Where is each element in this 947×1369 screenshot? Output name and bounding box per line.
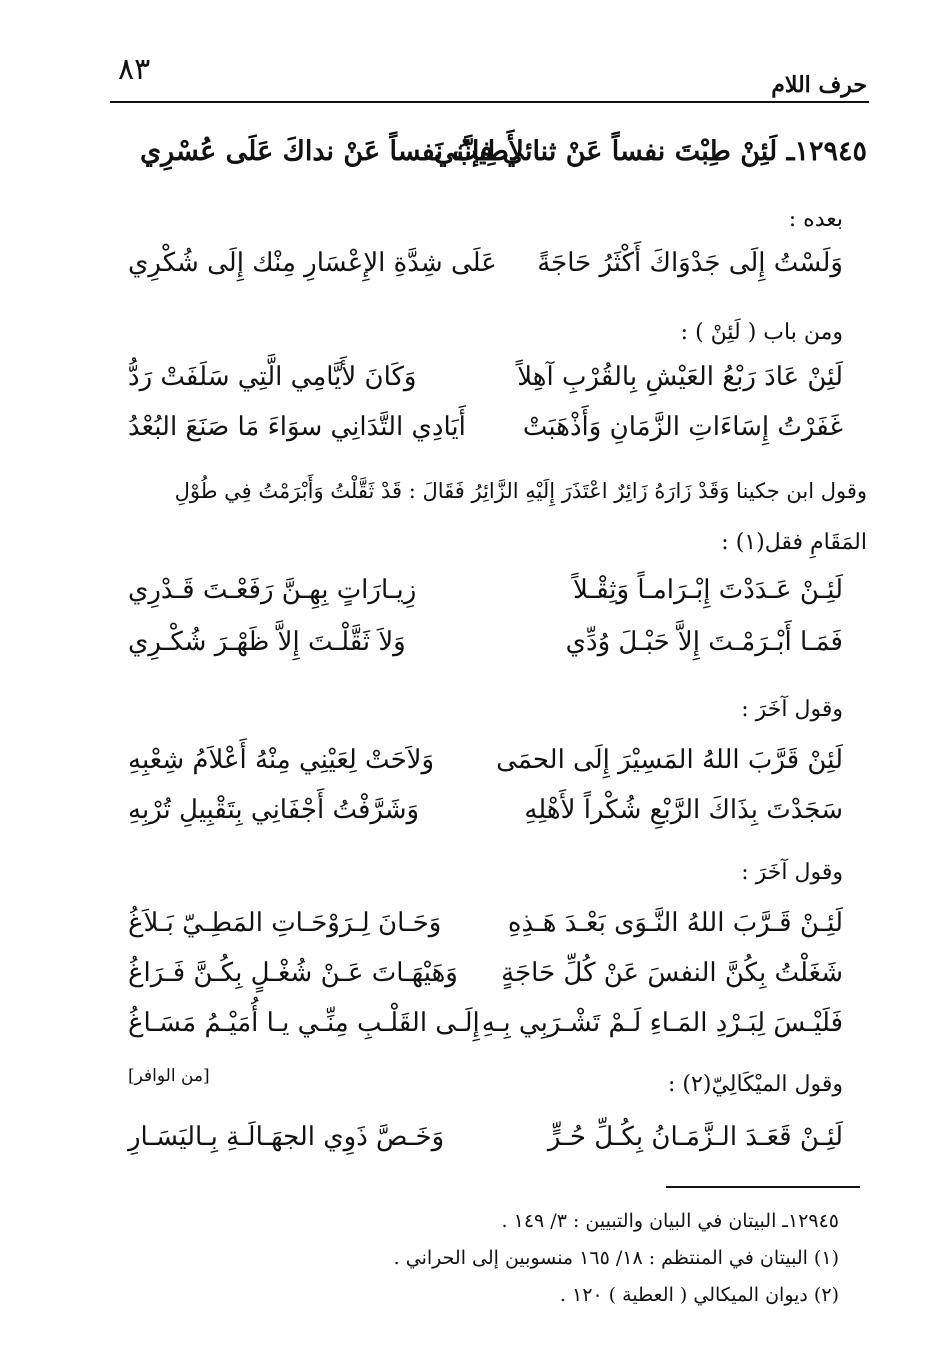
verse-hemistich-right: فَلَيْـسَ لِبَـرْدِ المَـاءِ لَـمْ تَشْـرَبِي بِـهِ [481,1008,843,1038]
meter-label: [من الوافر] [128,1066,210,1086]
verse-hemistich-left: وَلاَحَتْ لِعَيْنِي مِنْهُ أَعْلاَمُ شِعْبِهِ [128,745,435,775]
verse-hemistich-right: لَئِـنْ عَـدَدْتَ إِبْـرَامـاً وَثِقْـلاً [573,575,843,605]
verse-hemistich-right: وَلَسْتُ إِلَى جَدْوَاكَ أَكْثَرُ حَاجَةً [537,248,843,278]
prose-line: المَقَامِ فقل(١) : [721,530,867,555]
header-rule [110,101,869,103]
footnote: (١) البيتان في المنتظم : ١٨/ ١٦٥ منسوبين إلى الحراني . [393,1247,839,1269]
page-number: ٨٣ [118,52,151,87]
verse-hemistich-left: وَهَيْهَـاتَ عَـنْ شُغْـلٍ بِكُـنَّ فَـرَاغُ [128,958,458,988]
verse-hemistich-right: لَئِـنْ قَـرَّبَ اللهُ النَّـوَى بَعْـدَ هَـذِهِ [507,908,843,938]
verse-hemistich-left: زِيـارَاتٍ بِهِـنَّ رَفَعْـتَ قَـدْرِي [128,575,417,605]
verse-hemistich-left: أَيَادِي التَّدَانِي سوَاءَ مَا صَنَعَ البُعْدُ [128,412,466,442]
verse-hemistich-left: وَكَانَ لأَيَّامِي الَّتِي سَلَفَتْ رَدُّ [128,362,417,392]
verse-hemistich-right: لَئِـنْ قَعَـدَ الـزَّمَـانُ بِكُـلِّ حُـرٍّ [547,1122,843,1152]
verse-hemistich-left: إِلَـى القَلْـبِ مِنِّـي يـا أُمَيْـمُ مَسَـاغُ [128,1008,480,1038]
verse-hemistich-left: وَشَرَّفْتُ أَجْفَانِي بِتَقْبِيلِ تُرْبِهِ [128,795,420,825]
verse-hemistich-right: سَجَدْتَ بِذَاكَ الرَّبْعِ شُكْراً لأَهْلِهِ [524,795,843,825]
verse-hemistich-right: لَئِنْ قَرَّبَ اللهُ المَسِيْرَ إِلَى الحمَى [496,745,843,775]
prose-line: وقول ابن جكينا وَقَدْ زَارَهُ زَائِرٌ اعْتَذَرَ إِلَيْهِ الزَّائِرُ فَقَالَ : قَدْ ثَقَّلْتُ وَأَبْرَمْتُ فِي طُوْلِ [174,479,867,503]
verse-hemistich-left: وَحَـانَ لِـرَوْحَـاتِ المَطِـيّ بَـلاَغُ [128,908,442,938]
verse-hemistich-left: وَخَـصَّ ذَوِي الجهَـالَـةِ بِـاليَسَـارِ [128,1122,445,1152]
entry-hemistich-right: ١٢٩٤٥ـ لَئِنْ طِبْتَ نفساً عَنْ ثنائي فإنَّني [433,136,867,167]
prose-line: وقول آخَرَ : [741,860,843,885]
prose-line: بعده : [788,207,843,232]
entry-heading-verse [110,136,867,180]
prose-line: وقول الميْكَالِيّ(٢) : [668,1072,843,1097]
prose-line: ومن باب ( لَئِنْ ) : [680,320,843,345]
entry-hemistich-left: لأَطِيبُ نَفساً عَنْ نداكَ عَلَى عُسْرِي [140,136,524,167]
verse-hemistich-right: غَفَرْتُ إِسَاءَاتِ الزَّمَانِ وَأَذْهَبَتْ [522,412,843,442]
running-head: حرف اللام [771,72,867,98]
verse-hemistich-right: شَغَلْتُ بِكُنَّ النفسَ عَنْ كُلِّ حَاجَةٍ [501,958,843,988]
verse-hemistich-right: لَئِنْ عَادَ رَبْعُ العَيْشِ بِالقُرْبِ آهِلاً [517,362,843,392]
prose-line: وقول آخَرَ : [741,697,843,722]
footnote-separator [666,1186,860,1188]
verse-hemistich-left: وَلاَ ثَقَّلْـتَ إِلاَّ ظَهْـرَ شُكْـرِي [128,627,406,657]
verse-hemistich-left: عَلَى شِدَّةِ الإِعْسَارِ مِنْك إِلَى شُكْرِي [128,248,497,278]
footnote: ١٢٩٤٥ـ البيتان في البيان والتبيين : ٣/ ١٤٩ . [501,1210,839,1232]
verse-hemistich-right: فَمَـا أَبْـرَمْـتَ إِلاَّ حَبْـلَ وُدِّي [565,627,843,657]
footnote: (٢) ديوان الميكالي ( العطية ) ١٢٠ . [559,1284,839,1306]
